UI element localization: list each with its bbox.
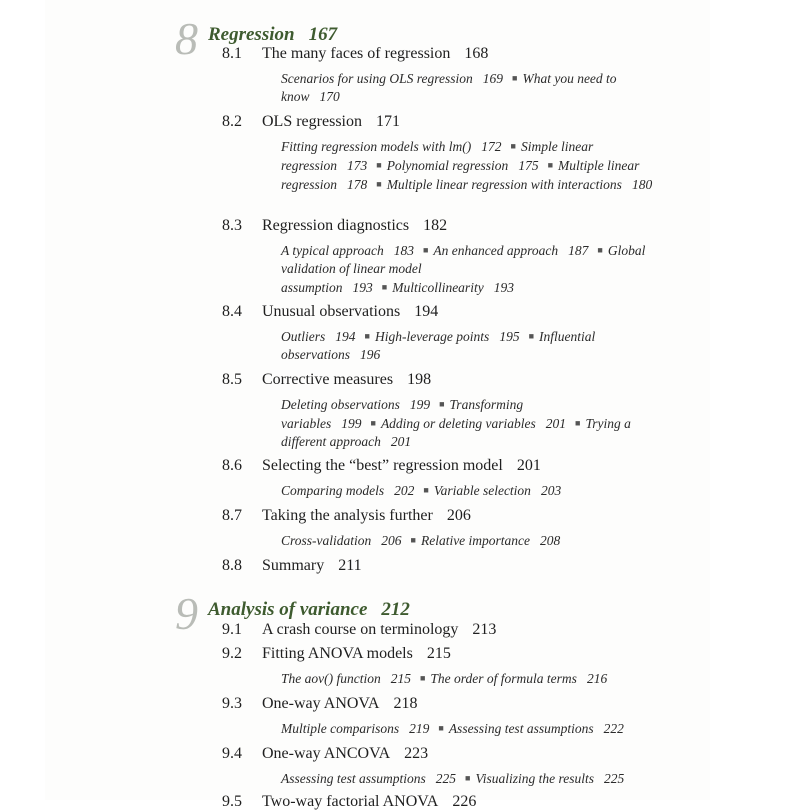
bullet-separator: ■ bbox=[370, 418, 376, 428]
subsection-entry: An enhanced approach bbox=[433, 243, 559, 258]
section-title[interactable]: A crash course on terminology 213 bbox=[262, 621, 497, 638]
subsection-entry: Polynomial regression bbox=[386, 158, 509, 173]
section-title[interactable]: One-way ANCOVA 223 bbox=[262, 745, 429, 762]
bullet-separator: ■ bbox=[528, 331, 534, 341]
section-number: 9.1 bbox=[222, 621, 242, 638]
section-number: 8.5 bbox=[222, 371, 242, 388]
section-title[interactable]: Taking the analysis further 206 bbox=[262, 507, 471, 524]
subsection-entry: Transforming variables bbox=[281, 397, 524, 431]
subsection-entry: Multicollinearity bbox=[392, 280, 484, 295]
section-title[interactable]: Unusual observations 194 bbox=[262, 303, 439, 320]
section-number: 8.8 bbox=[222, 557, 242, 574]
section-number: 8.3 bbox=[222, 217, 242, 234]
subsection-list: Comparing models 202 ■ Variable selection 203 bbox=[281, 483, 562, 498]
subsection-entry: Visualizing the results bbox=[475, 771, 594, 786]
section-number: 9.5 bbox=[222, 793, 242, 810]
subsection-entry: Multiple linear regression with interactions bbox=[386, 177, 622, 192]
bullet-separator: ■ bbox=[510, 141, 516, 151]
bullet-separator: ■ bbox=[381, 282, 388, 292]
section-number: 8.7 bbox=[222, 507, 242, 524]
subsection-entry: Scenarios for using OLS regression bbox=[281, 71, 473, 86]
subsection-entry: Assessing test assumptions bbox=[281, 771, 426, 786]
subsection-list: Scenarios for using OLS regression 169 ■ What you need to know 170 bbox=[281, 71, 617, 104]
subsection-list: Outliers 194 ■ High-leverage points 195 ■ Influential observations 196 bbox=[281, 329, 596, 362]
subsection-entry: A typical approach bbox=[281, 243, 384, 258]
chapter-number: 9 bbox=[175, 588, 198, 639]
subsection-entry: Cross-validation bbox=[281, 533, 372, 548]
subsection-entry: Trying a different approach bbox=[281, 416, 631, 449]
subsection-entry: Multiple comparisons bbox=[281, 721, 400, 736]
subsection-entry: Outliers bbox=[281, 329, 326, 344]
section-title[interactable]: The many faces of regression 168 bbox=[262, 45, 489, 62]
section-number: 8.6 bbox=[222, 457, 242, 474]
section-number: 9.4 bbox=[222, 745, 242, 762]
subsection-entry: Variable selection bbox=[433, 483, 531, 498]
subsection-list: Fitting regression models with lm() 172 ■ Simple linear regression 173 ■ Polynomial regression 175 ■ Multiple linear regression 178 ■ Multiple linear regression with interactions 180 bbox=[281, 139, 653, 192]
section-title[interactable]: Two-way factorial ANOVA 226 bbox=[262, 793, 477, 810]
section-number: 9.3 bbox=[222, 695, 242, 712]
bullet-separator: ■ bbox=[465, 773, 471, 783]
subsection-entry: Influential observations bbox=[281, 329, 596, 362]
subsection-entry: Simple linear regression bbox=[281, 139, 594, 173]
bullet-separator: ■ bbox=[439, 399, 445, 409]
subsection-list: Assessing test assumptions 225 ■ Visualizing the results 225 bbox=[281, 771, 625, 786]
bullet-separator: ■ bbox=[512, 73, 518, 83]
subsection-list: Cross-validation 206 ■ Relative importance 208 bbox=[281, 533, 561, 548]
subsection-entry: High-leverage points bbox=[374, 329, 490, 344]
section-number: 8.1 bbox=[222, 45, 242, 62]
bullet-separator: ■ bbox=[575, 418, 581, 428]
bullet-separator: ■ bbox=[423, 485, 429, 495]
section-title[interactable]: OLS regression 171 bbox=[262, 113, 400, 130]
bullet-separator: ■ bbox=[422, 245, 429, 255]
section-number: 9.2 bbox=[222, 645, 242, 662]
subsection-entry: Adding or deleting variables bbox=[380, 416, 536, 431]
subsection-entry: Fitting regression models with lm() bbox=[281, 139, 472, 154]
section-title[interactable]: One-way ANOVA 218 bbox=[262, 695, 418, 712]
bullet-separator: ■ bbox=[547, 160, 553, 170]
subsection-entry: Relative importance bbox=[420, 533, 531, 548]
subsection-entry: Global validation of linear model assumption bbox=[281, 243, 646, 295]
subsection-entry: The aov() function bbox=[281, 671, 381, 686]
subsection-entry: Comparing models bbox=[281, 483, 385, 498]
section-title[interactable]: Corrective measures 198 bbox=[262, 371, 432, 388]
bullet-separator: ■ bbox=[419, 673, 426, 683]
subsection-list: A typical approach 183 ■ An enhanced approach 187 ■ Global validation of linear model assumption 193 ■ Multicollinearity 193 bbox=[281, 243, 646, 295]
chapter-number: 8 bbox=[175, 13, 198, 64]
bullet-separator: ■ bbox=[376, 160, 382, 170]
section-title[interactable]: Selecting the “best” regression model 201 bbox=[262, 457, 541, 474]
subsection-list: Deleting observations 199 ■ Transforming variables 199 ■ Adding or deleting variables 201 ■ Trying a different approach 201 bbox=[281, 397, 631, 449]
bullet-separator: ■ bbox=[597, 245, 603, 255]
bullet-separator: ■ bbox=[410, 535, 416, 545]
subsection-entry: The order of formula terms bbox=[430, 671, 577, 686]
subsection-list: Multiple comparisons 219 ■ Assessing test assumptions 222 bbox=[281, 721, 624, 736]
section-number: 8.4 bbox=[222, 303, 242, 320]
subsection-entry: What you need to know bbox=[281, 71, 617, 104]
subsection-entry: Assessing test assumptions bbox=[448, 721, 594, 736]
bullet-separator: ■ bbox=[438, 723, 444, 733]
section-number: 8.2 bbox=[222, 113, 242, 130]
section-title[interactable]: Regression diagnostics 182 bbox=[262, 217, 448, 234]
bullet-separator: ■ bbox=[376, 179, 382, 189]
section-title[interactable]: Summary 211 bbox=[262, 557, 362, 574]
subsection-entry: Multiple linear regression bbox=[281, 158, 640, 192]
section-title[interactable]: Fitting ANOVA models 215 bbox=[262, 645, 451, 662]
chapter-title[interactable]: Regression 167 bbox=[208, 24, 338, 45]
subsection-entry: Deleting observations bbox=[281, 397, 400, 412]
subsection-list: The aov() function 215 ■ The order of formula terms 216 bbox=[281, 671, 608, 686]
bullet-separator: ■ bbox=[364, 331, 370, 341]
chapter-title[interactable]: Analysis of variance 212 bbox=[208, 599, 410, 620]
toc-page bbox=[45, 0, 710, 810]
